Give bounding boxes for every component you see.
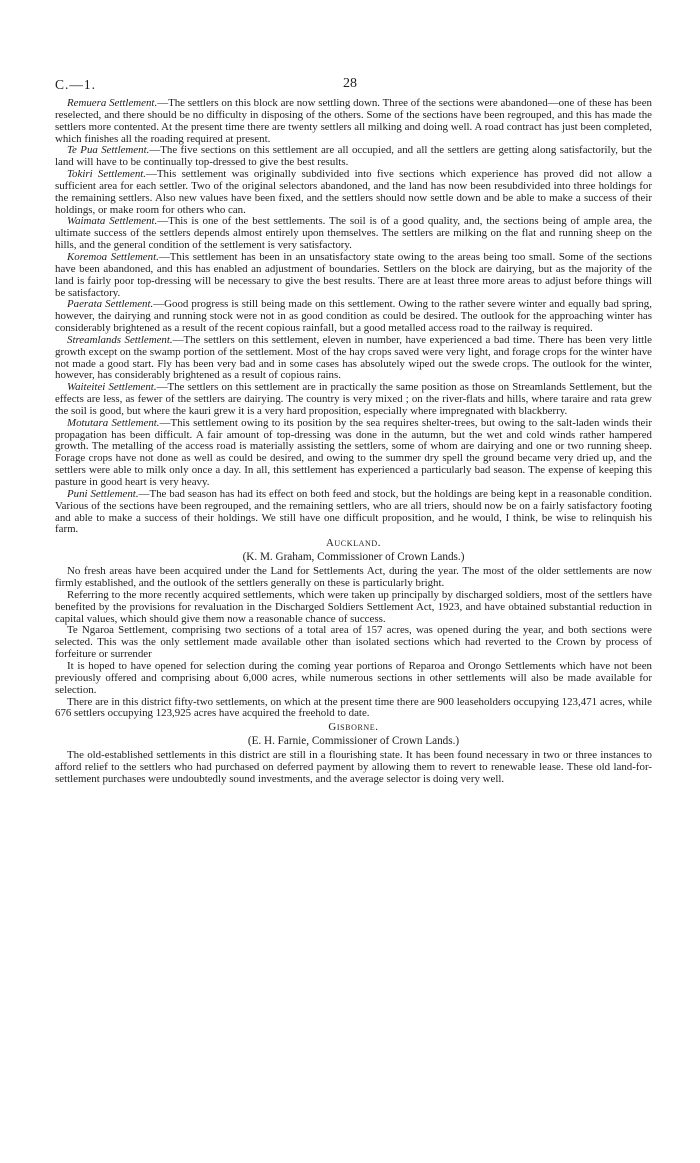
paragraph: Te Ngaroa Settlement, comprising two sections of a total area of 157 acres, was opened during the year, and both sections were selected. This was the only settlement made available other than isolated sections which had reverted to the Crown by process of forfeiture or surrender <box>55 624 652 661</box>
paragraph-puni <box>55 489 652 536</box>
paragraph-streamlands <box>55 335 652 382</box>
page-body <box>55 98 652 786</box>
paragraph: No fresh areas have been acquired under the Land for Settlements Act, during the year. The most of the older settlements are now firmly established, and the outlook of the settlers generally on these is particularly bright. <box>55 565 652 590</box>
paragraph-tokiri <box>55 169 652 216</box>
paragraph: Referring to the more recently acquired settlements, which were taken up principally by discharged soldiers, most of the settlers have benefited by the provisions for revaluation in the Discharged Soldiers Settlement Act, 1923, and have obtained substantial reduction in capital values, which should give them now a reasonable chance of success. <box>55 588 652 625</box>
paragraph-title: Puni Settlement. <box>67 487 139 500</box>
commissioner-line: (K. M. Graham, Commissioner of Crown Lands.) <box>242 551 465 564</box>
paragraph-text: —This settlement owing to its position by the sea requires shelter-trees, but owing to the salt-laden winds their propagation has been difficult. A fair amount of top-dressing was done in the autumn, but the wet and cold winds rather hampered growth. The metalling of the access road is materially assisting the settlers, some of whom are dairying and one or two running sheep. Forage crops have not done as well as could be desired, and owing to the summer dry spell the ground became very dried up, and the settlers were able to milk only once a day. In all, this settlement has experienced a particularly bad season. The expense of keeping this pasture in good heart is very heavy. <box>55 416 652 488</box>
paragraph-text: —This settlement has been in an unsatisfactory state owing to the areas being too small. Some of the sections have been abandoned, and this has enabled an adjustment of boundaries. Settlers on the block are dairying, but as the majority of the land is fairly poor top-dressing will be necessary to give the best results. There are at least three more areas to adjust before things will be satisfactory. <box>55 250 652 299</box>
paragraph: The old-established settlements in this district are still in a flourishing state. It has been found necessary in two or three instances to afford relief to the settlers who had purchased on deferred payment by allowing them to revert to renewable lease. These old land-for-settlement purchases were undoubtedly sound investments, and the average selector is doing very well. <box>55 749 652 785</box>
report-code: C.—1. <box>55 77 97 92</box>
paragraph-title: Streamlands Settlement. <box>67 333 173 346</box>
paragraph-text: —The settlers on this block are now settling down. Three of the sections were abandoned—one of these has been reselected, and there should be no difficulty in disposing of the others. Some of the sections have been regrouped, and this has made the settlers more contented. At the present time there are twenty settlers all milking and doing well. A road contract has just been completed, which finishes all the roading required at present. <box>55 97 652 145</box>
paragraph: It is hoped to have opened for selection during the coming year portions of Reparoa and Orongo Settlements which have not been previously offered and comprising about 6,000 acres, while numerous sections in other settlements will also be made available for selection. <box>55 659 652 696</box>
paragraph-paerata <box>55 299 652 335</box>
paragraph-text: —This settlement was originally subdivided into five sections which experience has proved did not allow a sufficient area for each settler. Two of the original selectors abandoned, and the land has now been resubdivided into three holdings for the remaining settlers. Also new values have been fixed, and the settlers should now settle down and be able to make a success of their holdings, or make room for others who can. <box>55 168 652 216</box>
paragraph-title: Remuera Settlement. <box>67 97 158 109</box>
section-heading: Gisborne. <box>328 721 379 734</box>
page-number: 28 <box>343 76 357 91</box>
paragraph-text: —The bad season has had its effect on both feed and stock, but the holdings are being kept in a reasonable condition. Various of the sections have been regrouped, and the remaining settlers, who are all triers, should now be on a fairly satisfactory footing and able to make a success of their holdings. We still have one difficult proposition, and he would, I think, be wise to relinquish his farm. <box>55 487 652 536</box>
paragraph-title: Tokiri Settlement. <box>67 168 147 181</box>
paragraph-title: Koremoa Settlement. <box>67 250 159 263</box>
paragraph-title: Te Pua Settlement. <box>67 144 150 157</box>
paragraph-text: —The settlers on this settlement are in practically the same position as those on Streamlands Settlement, but the effects are less, as fewer of the settlers are dairying. The country is very mixed ; on the river-flats and hills, where taraire and rata grew the soil is good, but where the kauri grew it is a very hard proposition, especially where impregnated with blackberry. <box>55 381 653 417</box>
settlement-reports <box>55 98 652 536</box>
paragraph-text: —This is one of the best settlements. The soil is of a good quality, and, the sections being of ample area, the ultimate success of the settlers depends almost entirely upon themselves. The settlers are milking on the flat and running sheep on the hills, and the general condition of the settlement is very satisfactory. <box>55 215 652 252</box>
paragraph-waimata <box>55 216 652 252</box>
commissioner-line: (E. H. Farnie, Commissioner of Crown Lands.) <box>247 735 460 748</box>
paragraph-text: —The settlers on this settlement, eleven in number, have experienced a bad time. There has been very little growth except on the swamp portion of the settlement. Most of the hay crops saved were very light, and forage crops for the winter have not made a good start. Fly has been very bad and in some cases has absolutely wiped out the swede crops. The outlook for the winter, however, has considerably brightened as a result of copious rains. <box>55 333 652 382</box>
paragraph-waiteitei <box>55 382 652 418</box>
paragraph-remuera <box>55 98 652 145</box>
paragraph: There are in this district fifty-two settlements, on which at the present time there are 900 leaseholders occupying 123,471 acres, while 676 settlers occupying 123,925 acres have acquired the freehold to date. <box>55 695 652 720</box>
paragraph-title: Paerata Settlement. <box>67 298 154 311</box>
section-heading: Auckland. <box>325 537 382 550</box>
paragraph-title: Waiteitei Settlement. <box>67 381 157 394</box>
section-auckland <box>55 537 652 720</box>
paragraph-te-pua <box>55 145 652 169</box>
paragraph-text: —Good progress is still being made on this settlement. Owing to the rather severe winter and equally bad spring, however, the dairying and running stock were not in as good condition as could be desired. The outlook for the approaching winter has considerably brightened as a result of the recent copious rainfall, but a good metalled access road to the railway is required. <box>55 298 652 335</box>
paragraph-title: Waimata Settlement. <box>67 215 158 228</box>
paragraph-title: Motutara Settlement. <box>67 416 160 429</box>
section-gisborne <box>55 721 652 786</box>
paragraph-koremoa <box>55 252 652 299</box>
paragraph-text: —The five sections on this settlement are all occupied, and all the settlers are getting along satisfactorily, but the land will have to be continually top-dressed to give the best results. <box>55 144 652 169</box>
paragraph-motutara <box>55 418 652 489</box>
